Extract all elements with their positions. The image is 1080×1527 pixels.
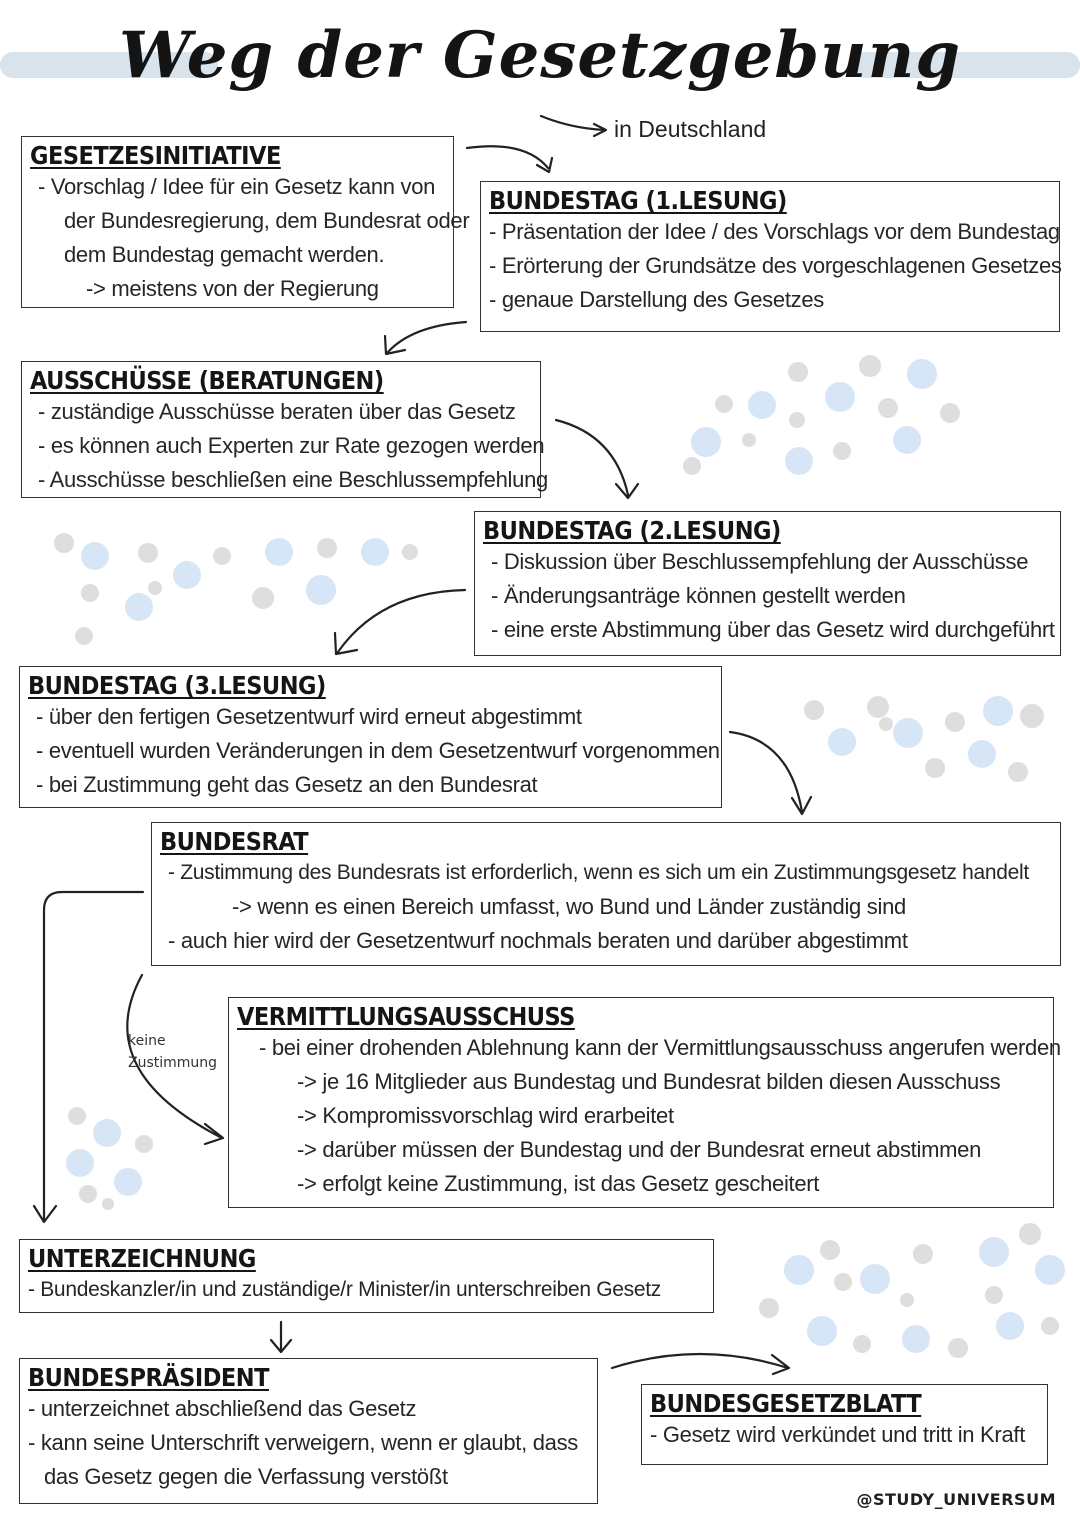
dot-cluster-3-blue — [828, 696, 1013, 768]
text-line: - bei Zustimmung geht das Gesetz an den Bundesrat — [36, 772, 538, 797]
heading-bundesrat: BUNDESRAT — [160, 827, 309, 856]
text-line: - unterzeichnet abschließend das Gesetz — [28, 1396, 417, 1421]
text-line: - Änderungsanträge können gestellt werden — [491, 583, 906, 608]
text-line: - Vorschlag / Idee für ein Gesetz kann von — [38, 174, 436, 199]
box-gesetzesinitiative — [21, 136, 470, 308]
arrow-8 — [271, 1322, 291, 1352]
arrow-3 — [556, 420, 638, 498]
page-subtitle: in Deutschland — [614, 116, 767, 142]
arrow-9 — [612, 1354, 789, 1374]
text-line: - Diskussion über Beschlussempfehlung der Ausschüsse — [491, 549, 1029, 574]
heading-bundestag-3-lesung: BUNDESTAG (3.LESUNG) — [28, 671, 326, 700]
dot-cluster-2-blue — [81, 538, 389, 621]
text-line: dem Bundestag gemacht werden. — [64, 242, 385, 267]
arrow-1 — [467, 146, 552, 172]
box-bundestag-3-lesung — [19, 666, 722, 808]
note-line: keine — [128, 1033, 166, 1049]
box-ausschuesse — [21, 361, 548, 498]
heading-gesetzesinitiative: GESETZESINITIATIVE — [30, 141, 281, 170]
text-line: - eventuell wurden Veränderungen in dem Gesetzentwurf vorgenommen — [36, 738, 720, 763]
box-vermittlungsausschuss — [228, 997, 1061, 1208]
text-line: - Erörterung der Grundsätze des vorgeschlagenen Gesetzes — [489, 253, 1062, 278]
text-line: das Gesetz gegen die Verfassung verstößt — [44, 1464, 448, 1489]
text-line: - bei einer drohenden Ablehnung kann der Vermittlungsausschuss angerufen werden — [259, 1035, 1061, 1060]
text-line: - kann seine Unterschrift verweigern, wenn er glaubt, dass — [28, 1430, 578, 1455]
box-bundestag-1-lesung — [480, 181, 1060, 332]
box-unterzeichnung — [19, 1239, 714, 1313]
page-title: Weg der Gesetzgebung — [119, 18, 961, 93]
note-line: Zustimmung — [128, 1055, 218, 1071]
box-bundespraesident — [19, 1358, 598, 1504]
text-line: -> meistens von der Regierung — [86, 276, 379, 301]
subtitle-arrow — [541, 116, 606, 136]
text-line: - eine erste Abstimmung über das Gesetz wird durchgeführt — [491, 617, 1055, 642]
author-handle: @STUDY_UNIVERSUM — [856, 1490, 1056, 1509]
heading-unterzeichnung: UNTERZEICHNUNG — [28, 1244, 256, 1273]
heading-ausschuesse: AUSSCHÜSSE (BERATUNGEN) — [30, 366, 384, 395]
box-bundestag-2-lesung — [474, 511, 1061, 656]
heading-bundesgesetzblatt: BUNDESGESETZBLATT — [650, 1389, 922, 1418]
text-line: -> je 16 Mitglieder aus Bundestag und Bundesrat bilden diesen Ausschuss — [297, 1069, 1001, 1094]
text-line: - Gesetz wird verkündet und tritt in Kraft — [650, 1422, 1026, 1447]
arrow-5 — [730, 732, 811, 814]
text-line: - zuständige Ausschüsse beraten über das Gesetz — [38, 399, 516, 424]
text-line: -> erfolgt keine Zustimmung, ist das Gesetz gescheitert — [297, 1171, 820, 1196]
text-line: -> Kompromissvorschlag wird erarbeitet — [297, 1103, 674, 1128]
heading-bundespraesident: BUNDESPRÄSIDENT — [28, 1363, 269, 1392]
text-line: - Zustimmung des Bundesrats ist erforderlich, wenn es sich um ein Zustimmungsgesetz handelt — [168, 861, 1029, 884]
text-line: - auch hier wird der Gesetzentwurf nochmals beraten und darüber abgestimmt — [168, 928, 908, 953]
heading-bundestag-2-lesung: BUNDESTAG (2.LESUNG) — [483, 516, 781, 545]
box-bundesgesetzblatt — [641, 1384, 1048, 1465]
text-line: - über den fertigen Gesetzentwurf wird erneut abgestimmt — [36, 704, 582, 729]
box-bundesrat — [151, 822, 1061, 966]
text-line: - Ausschüsse beschließen eine Beschlussempfehlung — [38, 467, 548, 492]
arrow-4 — [335, 590, 465, 654]
text-line: - es können auch Experten zur Rate gezogen werden — [38, 433, 545, 458]
heading-vermittlungsausschuss: VERMITTLUNGSAUSSCHUSS — [237, 1002, 575, 1031]
text-line: - Präsentation der Idee / des Vorschlags vor dem Bundestag — [489, 219, 1060, 244]
heading-bundestag-1-lesung: BUNDESTAG (1.LESUNG) — [489, 186, 787, 215]
arrow-2 — [385, 322, 466, 354]
note-keine-zustimmung — [128, 1030, 217, 1074]
text-line: der Bundesregierung, dem Bundesrat oder — [64, 208, 470, 233]
dot-cluster-4-blue — [66, 1119, 142, 1196]
text-line: - genaue Darstellung des Gesetzes — [489, 287, 824, 312]
dot-cluster-1-blue — [691, 359, 937, 475]
text-line: -> wenn es einen Bereich umfasst, wo Bund und Länder zuständig sind — [232, 894, 906, 919]
text-line: -> darüber müssen der Bundestag und der Bundesrat erneut abstimmen — [297, 1137, 982, 1162]
text-line: - Bundeskanzler/in und zuständige/r Minister/in unterschreiben Gesetz — [28, 1278, 661, 1301]
